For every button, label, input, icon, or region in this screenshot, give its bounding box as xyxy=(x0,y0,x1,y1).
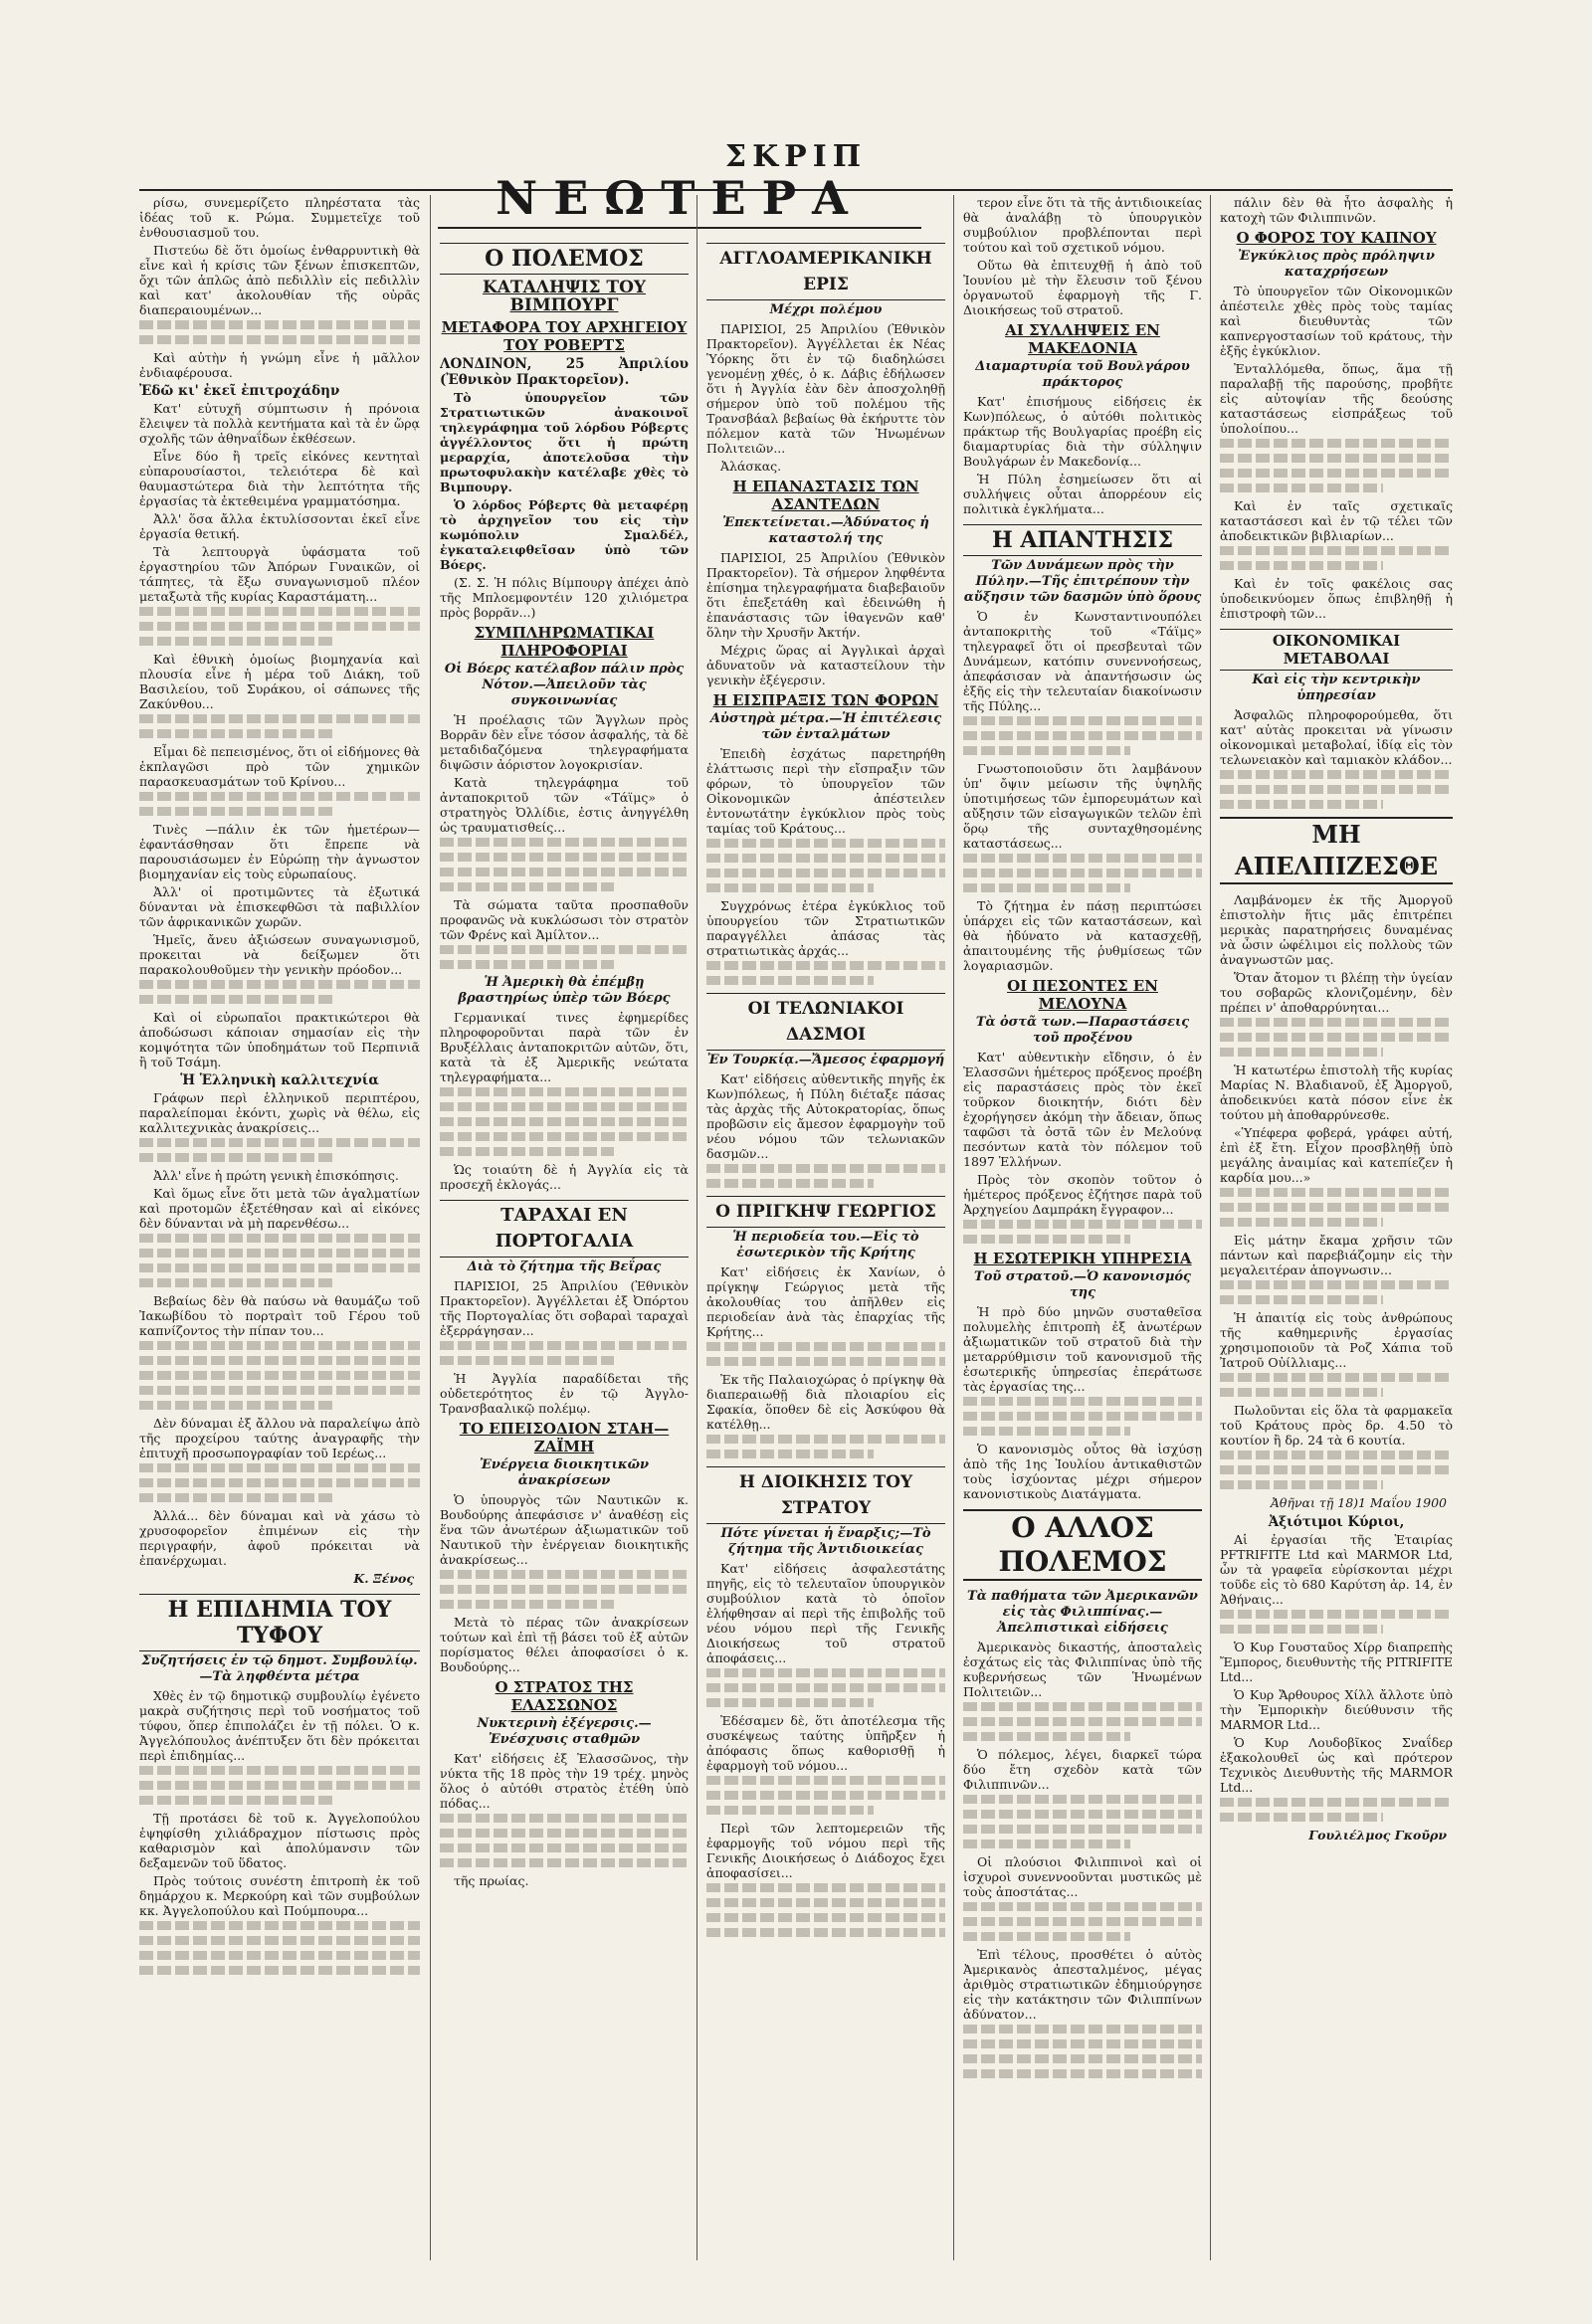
paragraph: ΠΑΡΙΣΙΟΙ, 25 Ἀπριλίου (Ἐθνικὸν Πρακτορεῖον). Ἀγγέλλεται ἐκ Νέας Ὑόρκης ὅτι ἐν τῷ διαδηλώσει γενομένῃ χθές, ὁ κ. Δάβις ἐδήλωσεν ὅτι ἡ Ἀγγλία ἐὰν δὲν ἀποσχοληθῇ σήμερον ὑπὸ τοῦ πολέμου τῆς Τρανσβάαλ βεβαίως θὰ ἐκήρυττε τὸν πόλεμον κατὰ τῶν Ἡνωμένων Πολιτειῶν... xyxy=(706,321,945,456)
paragraph: Πιστεύω δὲ ὅτι ὁμοίως ἐνθαρρυντικὴ θὰ εἶνε καὶ ἡ κρίσις τῶν ξένων ἐπισκεπτῶν, ὄχι τῶν ἁπλῶς ἀπὸ πεδιλλὶν εἰς πεδιλλὶν καὶ κατ' ἀκολουθίαν τῆς οὐρᾶς διαπεραιουμένων... xyxy=(139,243,420,317)
subheading: Οἱ Βόερς κατέλαβον πάλιν πρὸς Νότον.—Ἀπειλοῦν τὰς συγκοινωνίας xyxy=(444,662,685,708)
column-4 xyxy=(963,195,1202,2260)
paragraph: Ἡ Ἀγγλία παραδίδεται τῆς οὐδετερότητος ἐν τῷ Ἀγγλο-Τρανσβααλικῷ πολέμῳ. xyxy=(440,1371,689,1416)
headline: Η ΔΙΟΙΚΗΣΙΣ ΤΟΥ ΣΤΡΑΤΟΥ xyxy=(706,1466,945,1524)
paragraph: Ἐκ τῆς Παλαιοχώρας ὁ πρίγκηψ θὰ διαπεραιωθῇ διὰ πλοιαρίου εἰς Σφακία, ὅποθεν δὲ εἰς Ἀσκύφου θὰ κατέλθῃ... xyxy=(706,1372,945,1432)
paragraph: Ἀλάσκας. xyxy=(720,459,782,474)
paragraph: Ἡ κατωτέρω ἐπιστολὴ τῆς κυρίας Μαρίας Ν. Βλαδιανοῦ, ἐξ Ἀμοργοῦ, ἀποδεικνύει κατὰ πόσον εἶνε ἐκ τούτου μὴ ἀποθαρρύνεσθε. xyxy=(1220,1063,1453,1122)
paragraph: Ὅταν ἄτομον τι βλέπῃ τὴν ὑγείαν του σοβαρῶς κλονιζομένην, δὲν πρέπει ν' ἀποθαρρύνηται... xyxy=(1220,970,1453,1015)
paragraph: Τινὲς —πάλιν ἐκ τῶν ἡμετέρων— ἐφαντάσθησαν ὅτι ἔπρεπε νὰ παρουσιάσωμεν ἐν Εὐρώπῃ τὴν ἀγνωστον βιομηχανίαν εἰς τοὺς εὐρωπαίους. xyxy=(139,822,420,881)
paragraph: Χθὲς ἐν τῷ δημοτικῷ συμβουλίῳ ἐγένετο μακρὰ συζήτησις περὶ τοῦ νοσήματος τοῦ τύφου, ὅπερ ἐπιπολάζει ἐν τῇ πόλει. Ὁ κ. Ἀγγελόπουλος ἀνέπτυξεν ὅτι δὲν πρόκειται περὶ ἐπιδημίας... xyxy=(139,1688,420,1763)
paragraph: Ὁ λόρδος Ρόβερτς θὰ μεταφέρῃ τὸ ἀρχηγεῖον του εἰς τὴν κωμόπολιν Σμαλδέλ, ἐγκαταλειφθεῖσαν ὑπὸ τῶν Βόερς. xyxy=(440,497,689,572)
column-rule xyxy=(1210,195,1211,2260)
subheading: Συζητήσεις ἐν τῷ δημοτ. Συμβουλίῳ.—Τὰ ληφθέντα μέτρα xyxy=(141,1653,418,1684)
paragraph: Ὁ κανονισμὸς οὗτος θὰ ἰσχύσῃ ἀπὸ τῆς 1ης Ἰουλίου ἀντικαθιστῶν τοὺς ἰσχύοντας μέχρι σήμερον κανονιστικοὺς Διατάγματα. xyxy=(963,1442,1202,1501)
paragraph: Τὸ ζήτημα ἐν πάσῃ περιπτώσει ὑπάρχει εἰς τῶν καταστάσεων, καὶ θὰ ἠδύνατο νὰ κατασχεθῇ, ἀπαιτουμένης τῆς ῥυθμίσεως τῶν λογαριασμῶν. xyxy=(963,898,1202,973)
subheading: Νυκτερινὴ ἐξέγερσις.—Ἐνέσχυσις σταθμῶν xyxy=(477,1716,652,1747)
paragraph: Κατ' εἰδήσεις ἀσφαλεστάτης πηγῆς, εἰς τὸ τελευταῖον ὑπουργικὸν συμβούλιον κατὰ τὸ ὁποῖον ἐλήφθησαν αἱ περὶ τῆς ἐπιβολῆς τοῦ νέου νόμου περὶ τῆς Γενικῆς Διοικήσεως τοῦ στρατοῦ ἀποφάσεις... xyxy=(706,1561,945,1665)
subheading: Ἡ περιοδεία του.—Εἰς τὸ ἐσωτερικὸν τῆς Κρήτης xyxy=(732,1230,919,1260)
paragraph: Οἱ πλούσιοι Φιλιππινοὶ καὶ οἱ ἰσχυροὶ συνεννοοῦνται μυστικῶς μὲ τοὺς ἀποστάτας... xyxy=(963,1854,1202,1899)
paragraph: Ἀμερικανὸς δικαστής, ἀποσταλεὶς ἐσχάτως εἰς τὰς Φιλιππίνας ὑπὸ τῆς κυβερνήσεως τῶν Ἡνωμένων Πολιτειῶν... xyxy=(963,1640,1202,1699)
paragraph: Ἐπειδὴ ἐσχάτως παρετηρήθη ἐλάττωσις περὶ τὴν εἴσπραξιν τῶν φόρων, τὸ ὑπουργεῖον τῶν Οἰκονομικῶν ἀπέστειλεν ἐντονωτάτην ἐγκύκλιον πρὸς τοὺς ταμίας τοῦ Κράτους... xyxy=(706,746,945,836)
paragraph: Ἡ ἀπαιτίᾳ εἰς τοὺς ἀνθρώπους τῆς καθημερινῆς ἐργασίας χρησιμοποιοῦν τὰ Ροζ Χάπια τοῦ Ἰατροῦ Οὐίλλιαμς... xyxy=(1220,1310,1453,1370)
masthead: ΣΚΡΙΠ xyxy=(724,139,868,174)
paragraph: Ἀλλ' ὅσα ἄλλα ἐκτυλίσσονται ἐκεῖ εἶνε ἐργασία θετική. xyxy=(139,511,420,541)
paragraph: Ἡ Πύλη ἐσημείωσεν ὅτι αἱ συλλήψεις οὗται ἀπορρέουν εἰς πολιτικὰ ἐγκλήματα... xyxy=(963,472,1202,516)
paragraph: ΠΑΡΙΣΙΟΙ, 25 Ἀπριλίου (Ἐθνικὸν Πρακτορεῖον). Ἀγγέλλεται ἐξ Ὀπόρτου τῆς Πορτογαλίας ὅτι σοβαραὶ ταραχαὶ ἐξερράγησαν... xyxy=(440,1278,689,1338)
paragraph: πάλιν δὲν θὰ ἦτο ἀσφαλὴς ἡ κατοχὴ τῶν Φιλιππινῶν. xyxy=(1220,195,1453,225)
paragraph: Περὶ τῶν λεπτομερειῶν τῆς ἐφαρμογῆς τοῦ νόμου περὶ τῆς Γενικῆς Διοικήσεως ὁ Διάδοχος ἔχει ἀποφασίσει... xyxy=(706,1821,945,1880)
paragraph: Ἀλλά... δὲν δύναμαι καὶ νὰ χάσω τὸ χρυσοφορεῖον ἐπιμένων εἰς τὴν περιγραφήν, ἀφοῦ πρόκειται νὰ ἐπανέρχωμαι. xyxy=(139,1508,420,1568)
subheading: Μέχρι πολέμου xyxy=(769,302,883,317)
subheading: Καὶ εἰς τὴν κεντρικὴν ὑπηρεσίαν xyxy=(1252,673,1421,703)
paragraph: Κατ' εἰδήσεις ἐξ Ἐλασσῶνος, τὴν νύκτα τῆς 18 πρὸς τὴν 19 τρέχ. μηνὸς ὅλος ὁ αὐτόθι στρατὸς ἐτέθη ὑπὸ πόδας... xyxy=(440,1751,689,1811)
paragraph: ρίσω, συνεμερίζετο πληρέστατα τὰς ἰδέας τοῦ κ. Ρώμα. Συμμετεῖχε τοῦ ἐνθουσιασμοῦ του. xyxy=(139,195,420,240)
paragraph: Κατὰ τηλεγράφημα τοῦ ἀνταποκριτοῦ τῶν «Τάϊμς» ὁ στρατηγὸς Ὀλλίδιε, ἐστις ἀνηγγέλθη ὡς τραυματισθείς... xyxy=(440,775,689,835)
paragraph: Ἀλλ' οἱ προτιμῶντες τὰ ἐξωτικά δύνανται νὰ ἐπισκεφθῶσι τὰ παβιλλίον τῶν ἀφρικανικῶν χωρῶν. xyxy=(139,884,420,929)
notice-salutation: Ἀξιότιμοι Κύριοι, xyxy=(1268,1514,1405,1530)
paragraph: Δὲν δύναμαι ἐξ ἄλλου νὰ παραλείψω ἀπὸ τῆς προχείρου ταύτης ἀναγραφῆς τὴν ἐπιτυχῆ προσωπογραφίαν τοῦ Ιερέως... xyxy=(139,1416,420,1460)
subheading: Τὰ παθήματα τῶν Ἀμερικανῶν εἰς τὰς Φιλιππίνας.—Ἀπελπιστικαὶ εἰδήσεις xyxy=(967,1589,1198,1636)
paragraph: Κατ' ἐπισήμους εἰδήσεις ἐκ Κων)πόλεως, ὁ αὐτόθι πολιτικὸς πράκτωρ τῆς Βουλγαρίας προέβη εἰς διαμαρτυρίας διὰ τὴν σύλληψιν Βουλγάρων ἐν Μακεδονίᾳ... xyxy=(963,394,1202,469)
headline: Η ΕΣΩΤΕΡΙΚΗ ΥΠΗΡΕΣΙΑ xyxy=(973,1250,1192,1267)
paragraph: Τὰ σώματα ταῦτα προσπαθοῦν προφανῶς νὰ κυκλώσωσι τὸν στρατὸν τῶν Φρένς καὶ Ἀμίλτον... xyxy=(440,897,689,942)
headline: ΤΑΡΑΧΑΙ ΕΝ ΠΟΡΤΟΓΑΛΙΑ xyxy=(440,1200,689,1258)
paragraph: Μετὰ τὸ πέρας τῶν ἀνακρίσεων τούτων καὶ ἐπὶ τῇ βάσει τοῦ ἐξ αὐτῶν πορίσματος θέλει ἀποφασίσει ὁ κ. Βουδούρης... xyxy=(440,1615,689,1674)
paragraph: Ὁ ἐν Κωνσταντινουπόλει ἀνταποκριτὴς τοῦ «Τάϊμς» τηλεγραφεῖ ὅτι οἱ πρεσβευταὶ τῶν Δυνάμεων, κατόπιν συνεννοήσεως, ἀπεφάσισαν νὰ ἀπαντήσωσιν ὡς ἑξῆς εἰς τὴν τελευταίαν διακοίνωσιν τῆς Πύλης... xyxy=(963,609,1202,713)
paragraph: Πρὸς τὸν σκοπὸν τοῦτον ὁ ἡμέτερος πρόξενος ἐζήτησε παρὰ τοῦ Ἀρχηγείου Δαμπράκη ἔγγραφον... xyxy=(963,1172,1202,1217)
paragraph: Ἀσφαλῶς πληροφορούμεθα, ὅτι κατ' αὐτὰς προκειται νὰ γίνωσιν οἰκονομικαὶ μεταβολαί, ἰδίᾳ εἰς τὸν τελωνειακὸν καὶ ταμιακὸν κλάδον... xyxy=(1220,707,1453,767)
paragraph: Κατ' εἰδήσεις ἐκ Χανίων, ὁ πρίγκηψ Γεώργιος μετὰ τῆς ἀκολουθίας του ἀπῆλθεν εἰς περιοδείαν ἀνὰ τὰς ἐπαρχίας τῆς Κρήτης... xyxy=(706,1264,945,1339)
headline: Ο ΣΤΡΑΤΟΣ ΤΗΣ ΕΛΑΣΣΩΝΟΣ xyxy=(495,1678,634,1714)
subheading: Ἐν Τουρκίᾳ.—Ἄμεσος ἐφαρμογή xyxy=(706,1053,945,1067)
headline: ΣΥΜΠΛΗΡΩΜΑΤΙΚΑΙ ΠΛΗΡΟΦΟΡΙΑΙ xyxy=(474,624,655,660)
paragraph: τῆς πρωίας. xyxy=(454,1873,529,1888)
paragraph: Βεβαίως δὲν θὰ παύσω νὰ θαυμάζω τοῦ Ἰακωβίδου τὸ πορτραὶτ τοῦ Γέρου τοῦ καπνίζοντος τὴν πίπαν του... xyxy=(139,1293,420,1338)
paragraph: Γνωστοποιοῦσιν ὅτι λαμβάνουν ὑπ' ὄψιν μείωσιν τῆς ὑψηλῆς ὑποτιμήσεως τῶν ἐμπορευμάτων καὶ αὔξησιν τῶν εἰσαγωγικῶν τελῶν ἐπὶ ὅρῳ τῆς συνταχθησομένης καταστάσεως... xyxy=(963,761,1202,851)
subheading: Διὰ τὸ ζήτημα τῆς Βεΐρας xyxy=(467,1259,662,1274)
column-3 xyxy=(706,235,945,2260)
paragraph: Οὕτω θὰ ἐπιτευχθῇ ἡ ἀπὸ τοῦ Ἰουνίου μὲ τὴν ἔλευσιν τοῦ ξένου ὀργανωτοῦ ἐφαρμογὴ τῆς Γ. Διοικήσεως τοῦ στρατοῦ. xyxy=(963,258,1202,317)
subheading: Ἡ Ἀμερικὴ θὰ ἐπέμβῃ βραστηρίως ὑπὲρ τῶν Βόερς xyxy=(458,975,671,1006)
headline: ΑΓΓΛΟΑΜΕΡΙΚΑΝΙΚΗ ΕΡΙΣ xyxy=(706,243,945,300)
paragraph: Εἶνε δύο ἢ τρεῖς εἰκόνες κεντηταὶ εὐπαρουσίαστοι, τελειότερα δὲ καὶ θαυμαστώτερα διὰ τὴν λεπτότητα τῆς ἐργασίας τὰ ἐκτεθειμένα γραμματόσημα. xyxy=(139,449,420,508)
paragraph: Ὁ Κυρ Γουσταῦος Χίρρ διαπρεπὴς Ἔμπορος, διευθυντὴς τῆς PITRIFITE Ltd... xyxy=(1220,1640,1453,1684)
paragraph: Κατ' εἰδήσεις αὐθεντικῆς πηγῆς ἐκ Κων)πόλεως, ἡ Πύλη διέταξε πάσας τὰς ἀρχὰς τῆς Αὐτοκρατορίας, ὅπως προβῶσιν εἰς ἄμεσον ἐφαρμογὴν τοῦ νέου νόμου τῶν τελωνιακῶν δασμῶν... xyxy=(706,1071,945,1161)
subheading: Ἡ Ἑλληνικὴ καλλιτεχνία xyxy=(180,1072,379,1088)
paragraph: Τῇ προτάσει δὲ τοῦ κ. Ἀγγελοπούλου ἐψηφίσθη χιλιάδραχμον πίστωσις πρὸς καθαρισμὸν καὶ ἀπολύμανσιν τῶν δεξαμενῶν τοῦ ὕδατος. xyxy=(139,1811,420,1870)
headline: Η ΕΠΙΔΗΜΙΑ ΤΟΥ ΤΥΦΟΥ xyxy=(139,1594,420,1651)
paragraph: Ὁ Κυρ Ἄρθουρος Χίλλ ἄλλοτε ὑπὸ τὴν Ἑμπορικὴν διεύθυνσιν τῆς MARMOR Ltd... xyxy=(1220,1687,1453,1732)
paragraph: Ὁ ὑπουργὸς τῶν Ναυτικῶν κ. Βουδούρης ἀπεφάσισε ν' ἀναθέσῃ εἰς ἕνα τῶν ἀνωτέρων ἀξιωματικῶν τοῦ Ναυτικοῦ τὴν ἐνέργειαν διοικητικῆς ἀνακρίσεως... xyxy=(440,1492,689,1567)
headline: ΟΙΚΟΝΟΜΙΚΑΙ ΜΕΤΑΒΟΛΑΙ xyxy=(1220,629,1453,671)
paragraph: Ὁ πόλεμος, λέγει, διαρκεῖ τώρα δύο ἔτη σχεδὸν κατὰ τῶν Φιλιππινῶν... xyxy=(963,1747,1202,1792)
paragraph: Τὰ λεπτουργὰ ὑφάσματα τοῦ ἐργαστηρίου τῶν Ἀπόρων Γυναικῶν, οἱ τάπητες, τὰ ἔξω συναγωνισμοῦ πλέον μεταξωτὰ τῆς κυρίας Καραστάματη... xyxy=(139,544,420,604)
headline: Ο ΠΡΙΓΚΗΨ ΓΕΩΡΓΙΟΣ xyxy=(706,1196,945,1228)
paragraph: Τὸ ὑπουργεῖον τῶν Οἰκονομικῶν ἀπέστειλε χθὲς πρὸς τοὺς ταμίας καὶ διευθυντὰς τῶν καπνεργοστασίων τοῦ κράτους, τὴν ἑξῆς ἐγκύκλιον. xyxy=(1220,284,1453,358)
headline: ΟΙ ΠΕΣΟΝΤΕΣ ΕΝ ΜΕΛΟΥΝΑ xyxy=(1007,977,1158,1013)
paragraph: Ἡμεῖς, ἄνευ ἀξιώσεων συναγωνισμοῦ, προκειται νὰ δείξωμεν ὅτι παρακολουθοῦμεν τὴν γενικὴν πρόοδον... xyxy=(139,932,420,977)
paragraph: Ὁ Κυρ Λουδοβῖκος Σναΐδερ ἐξακολουθεῖ ὡς καὶ πρότερον Τεχνικὸς Διευθυντὴς τῆς MARMOR Ltd... xyxy=(1220,1735,1453,1795)
headline: ΜΕΤΑΦΟΡΑ ΤΟΥ ΑΡΧΗΓΕΙΟΥ ΤΟΥ ΡΟΒΕΡΤΣ xyxy=(441,318,688,354)
headline: Η ΑΠΑΝΤΗΣΙΣ xyxy=(963,524,1202,556)
paragraph: (Σ. Σ. Ἡ πόλις Βίμπουργ ἀπέχει ἀπὸ τῆς Μπλοεμφοντέιν 120 χιλιόμετρα πρὸς βορρᾶν...) xyxy=(440,575,689,620)
paragraph: Καὶ ὅμως εἶνε ὅτι μετὰ τῶν ἀγαλματίων καὶ προτομῶν ἐξετέθησαν καὶ αἱ εἰκόνες δὲν δύνανται νὰ μὴ παρενθέσω... xyxy=(139,1186,420,1231)
paragraph: τερον εἶνε ὅτι τὰ τῆς ἀντιδιοικείας θὰ ἀναλάβῃ τὸ ὑπουργικὸν συμβούλιον προβλέπονται περὶ τούτου καὶ τοῦ σχετικοῦ νόμου. xyxy=(963,195,1202,255)
paragraph: Ἡ πρὸ δύο μηνῶν συσταθεῖσα πολυμελὴς ἐπιτροπὴ ἐξ ἀνωτέρων ἀξιωματικῶν τοῦ στρατοῦ διὰ τὴν μεταρρύθμισιν τοῦ κανονισμοῦ τῆς ἐσωτερικῆς ὑπηρεσίας ἐπεράτωσε τὰς ἐργασίας της... xyxy=(963,1304,1202,1394)
dateline: ΛΟΝΔΙΝΟΝ, 25 Ἀπριλίου (Ἐθνικὸν Πρακτορεῖον). xyxy=(440,356,689,388)
column-5 xyxy=(1220,195,1453,2260)
paragraph: Ἡ προέλασις τῶν Ἄγγλων πρὸς Βορρᾶν δὲν εἶνε τόσον ἀσφαλής, τὰ δὲ μεταδιδαζόμενα τηλεγραφήματα διψῶσιν ἀόριστον λογοκρισίαν. xyxy=(440,712,689,772)
headline: Ο ΠΟΛΕΜΟΣ xyxy=(440,243,689,275)
paragraph: Ἐπὶ τέλους, προσθέτει ὁ αὐτὸς Ἀμερικανὸς ἀπεσταλμένος, μέγας ἀριθμὸς στρατιωτικῶν ἐδημιούργησε εἰς τὴν κατάκτησιν τῶν Φιλιππίνων ἀδύνατον... xyxy=(963,1947,1202,2022)
headline: ΤΟ ΕΠΕΙΣΟΔΙΟΝ ΣΤΑΗ—ΖΑΪΜΗ xyxy=(459,1420,670,1455)
notice-date: Ἀθῆναι τῇ 18)1 Μαΐου 1900 xyxy=(1270,1495,1447,1510)
subheading: Τὰ ὀστᾶ των.—Παραστάσεις τοῦ προξένου xyxy=(975,1015,1190,1046)
headline: Η ΕΠΑΝΑΣΤΑΣΙΣ ΤΩΝ ΑΣΑΝΤΕΔΩΝ xyxy=(732,478,919,513)
paragraph: Καὶ ἐν ταῖς σχετικαῖς καταστάσεσι καὶ ἐν τῷ τέλει τῶν ἀποδεικτικῶν βιβλιαρίων... xyxy=(1220,498,1453,543)
paragraph: Πωλοῦνται εἰς ὅλα τὰ φαρμακεῖα τοῦ Κράτους πρὸς δρ. 4.50 τὸ κουτίον ἢ δρ. 24 τὰ 6 κουτία. xyxy=(1220,1403,1453,1448)
headline: Ο ΦΟΡΟΣ ΤΟΥ ΚΑΠΝΟΥ xyxy=(1236,229,1437,247)
column-1 xyxy=(139,195,420,2260)
column-rule xyxy=(953,195,954,2260)
headline: ΟΙ ΤΕΛΩΝΙΑΚΟΙ ΔΑΣΜΟΙ xyxy=(706,993,945,1051)
paragraph: Καὶ αὐτὴν ἡ γνώμη εἶνε ἡ μᾶλλον ἐνδιαφέρουσα. xyxy=(139,350,420,380)
paragraph: «Ὑπέφερα φοβερά, γράφει αὐτή, ἐπὶ ἐξ ἔτη. Εἶχον προσβληθῇ ὑπὸ μεγάλης ἀναιμίας καὶ κατεπίεζεν ἡ καρδία μου...» xyxy=(1220,1125,1453,1185)
paragraph: Μέχρις ὥρας αἱ Ἀγγλικαὶ ἀρχαὶ ἀδυνατοῦν νὰ καταστείλουν τὴν γενικὴν ἐξέγερσιν. xyxy=(706,643,945,687)
subheading: Τῶν Δυνάμεων πρὸς τὴν Πύλην.—Τῆς ἐπιτρέπουν τὴν αὔξησιν τῶν δασμῶν ὑπὸ ὅρους xyxy=(963,558,1202,605)
paragraph: Αἱ ἐργασίαι τῆς Ἑταιρίας PFTRIFITE Ltd καὶ MARMOR Ltd, ὧν τὰ γραφεῖα εὑρίσκονται μέχρι τοῦδε εἰς τὸ 680 Καρύτση ἀρ. 14, ἐν Ἀθήναις... xyxy=(1220,1532,1453,1607)
paragraph: ΠΑΡΙΣΙΟΙ, 25 Ἀπριλίου (Ἐθνικὸν Πρακτορεῖον). Τὰ σήμερον ληφθέντα ἐπίσημα τηλεγραφήματα διαβεβαιοῦν ὅτι ἐπεξετάθη καὶ ἐδεινώθη ἡ ἐπανάστασις τῶν ἰθαγενῶν καθ' ὅλην τὴν Χρυσῆν Ἀκτήν. xyxy=(706,550,945,640)
signature: Γουλιέλμος Γκοῦρν xyxy=(1308,1828,1447,1842)
headline: ΚΑΤΑΛΗΨΙΣ ΤΟΥ ΒΙΜΠΟΥΡΓ xyxy=(482,278,647,315)
paragraph: Πρὸς τούτοις συνέστη ἐπιτροπὴ ἐκ τοῦ δημάρχου κ. Μερκούρη καὶ τῶν συμβούλων κκ. Ἀγγελοπούλου καὶ Πούμπουρα... xyxy=(139,1873,420,1918)
paragraph: Τὸ ὑπουργεῖον τῶν Στρατιωτικῶν ἀνακοινοῖ τηλεγράφημα τοῦ λόρδου Ρόβερτς ἀγγέλλοντος ὅτι ἡ πρώτη μεραρχία, ἀποτελοῦσα τὴν πρωτοφυλακὴν κατέλαβε χθὲς τὸ Βιμπουργ. xyxy=(440,390,689,494)
paragraph: Γράφων περὶ ἑλληνικοῦ περιπτέρου, παραλείπομαι ἐκόντι, χωρὶς νὰ θέλω, εἰς καλλιτεχνικὰς ἀνακρίσεις... xyxy=(139,1090,420,1135)
paragraph: Κατ' αὐθεντικὴν εἴδησιν, ὁ ἐν Ἐλασσῶνι ἡμέτερος πρόξενος προέβη εἰς παραστάσεις πρὸς τὸν ἐκεῖ τοῦρκον διοικητήν, διότι δὲν ἐχορήγησεν ἀκόμη τὴν ἄδειαν, ὅπως ταφῶσι τὰ ὀστᾶ τῶν ἐν Μελούνᾳ πεσόντων κατὰ τὸν πόλεμον τοῦ 1897 Ἑλλήνων. xyxy=(963,1050,1202,1169)
paragraph: Εἶμαι δὲ πεπεισμένος, ὅτι οἱ εἰδήμονες θὰ ἐκπλαγῶσι πρὸ τῶν χημικῶν παρασκευασμάτων τοῦ Κρίνου... xyxy=(139,744,420,789)
section-title: ΝΕΩΤΕΡΑ xyxy=(438,169,921,229)
subheading: Ἐγκύκλιος πρὸς πρόληψιν καταχρήσεων xyxy=(1238,249,1435,280)
paragraph: Καὶ ἐθνικὴ ὁμοίως βιομηχανία καὶ πλουσία εἶνε ἡ μέρα τοῦ Διάκη, τοῦ Βασιλείου, τοῦ Συράκου, οἱ σάπωνες τῆς Ζακύνθου... xyxy=(139,652,420,711)
subheading: Πότε γίνεται ἡ ἔναρξις;—Τὸ ζήτημα τῆς Ἀντιδιοικείας xyxy=(720,1526,931,1557)
paragraph: Ἐνταλλόμεθα, ὅπως, ἅμα τῇ παραλαβῇ τῆς παρούσης, προβῆτε εἰς αὐτοψίαν τῆς δεούσης καταστάσεως εἰσπράξεως τοῦ ὑπολοίπου... xyxy=(1220,361,1453,436)
subheading: Διαμαρτυρία τοῦ Βουλγάρου πράκτορος xyxy=(975,359,1190,390)
paragraph: Λαμβάνομεν ἐκ τῆς Ἀμοργοῦ ἐπιστολὴν ἥτις μᾶς ἐπιτρέπει μερικὰς παρατηρήσεις δυναμένας νὰ ὦσιν ὠφέλιμοι εἰς πολλοὺς τῶν ἀναγνωστῶν μας. xyxy=(1220,892,1453,967)
paragraph: Ἀλλ' εἶνε ἡ πρώτη γενικὴ ἐπισκόπησις. xyxy=(153,1168,399,1183)
column-rule xyxy=(696,195,697,2260)
paragraph: Ὡς τοιαύτη δὲ ἡ Ἀγγλία εἰς τὰ προσεχῆ ἐκλογάς... xyxy=(440,1162,689,1192)
subheading: Αὐστηρὰ μέτρα.—Ἡ ἐπιτέλεσις τῶν ἐνταλμάτων xyxy=(709,711,942,742)
paragraph: Ἐδέσαμεν δὲ, ὅτι ἀποτέλεσμα τῆς συσκέψεως ταύτης ὑπῆρξεν ἡ ἀπόφασις ὅπως καθορισθῇ ἡ ἐφαρμογὴ τοῦ νόμου... xyxy=(706,1713,945,1773)
paragraph: Καὶ οἱ εὐρωπαῖοι πρακτικώτεροι θὰ ἀποδώσωσι κάποιαν σημασίαν εἰς τὴν κομψότητα τῶν ὑποδημάτων τοῦ Περπινιᾶ ἢ τοῦ Τσάμη. xyxy=(139,1010,420,1069)
paragraph: Γερμανικαί τινες ἐφημερίδες πληροφοροῦνται παρὰ τῶν ἐν Βρυξέλλαις ἀνταποκριτῶν αὐτῶν, ὅτι, κατὰ τὰ ἐξ Ἀμερικῆς νεώτατα τηλεγραφήματα... xyxy=(440,1010,689,1084)
headline: Ο ΑΛΛΟΣ ΠΟΛΕΜΟΣ xyxy=(963,1509,1202,1581)
headline: ΑΙ ΣΥΛΛΗΨΕΙΣ ΕΝ ΜΑΚΕΔΟΝΙΑ xyxy=(1005,321,1160,357)
paragraph: Εἰς μάτην ἔκαμα χρῆσιν τῶν πάντων καὶ παρεβιάζομην εἰς τὴν μεγαλειτέραν ἀπογνωσιν... xyxy=(1220,1233,1453,1277)
subheading: Ἐδῶ κι' ἐκεῖ ἐπιτροχάδην xyxy=(139,383,340,399)
subheading: Ἐνέργεια διοικητικῶν ἀνακρίσεων xyxy=(479,1457,650,1488)
column-2 xyxy=(440,235,689,2260)
headline: ΜΗ ΑΠΕΛΠΙΖΕΣΘΕ xyxy=(1220,817,1453,884)
signature: Κ. Ξένος xyxy=(353,1571,414,1586)
subheading: Τοῦ στρατοῦ.—Ὁ κανονισμός της xyxy=(974,1269,1191,1300)
paragraph: Κατ' εὐτυχῆ σύμπτωσιν ἡ πρόνοια ἔλειψεν τὰ πολλὰ κεντήματα καὶ τὰ ἐν ὥρᾳ σχολῆς τῶν ἀθηναΐδων ἐκθέσεων. xyxy=(139,401,420,446)
column-rule xyxy=(430,195,431,2260)
subheading: Ἐπεκτείνεται.—Ἀδύνατος ἡ καταστολή της xyxy=(722,515,929,546)
paragraph: Καὶ ἐν τοῖς φακέλοις σας ὑποδεικνύομεν ὅπως ἐπιβληθῇ ἡ ἐπιστροφὴ τῶν... xyxy=(1220,576,1453,621)
headline: Η ΕΙΣΠΡΑΞΙΣ ΤΩΝ ΦΟΡΩΝ xyxy=(712,691,939,709)
paragraph: Συγχρόνως ἑτέρα ἐγκύκλιος τοῦ ὑπουργείου τῶν Στρατιωτικῶν παραγγέλλει ἀπάσας τὰς στρατιωτικὰς ἀρχάς... xyxy=(706,898,945,958)
